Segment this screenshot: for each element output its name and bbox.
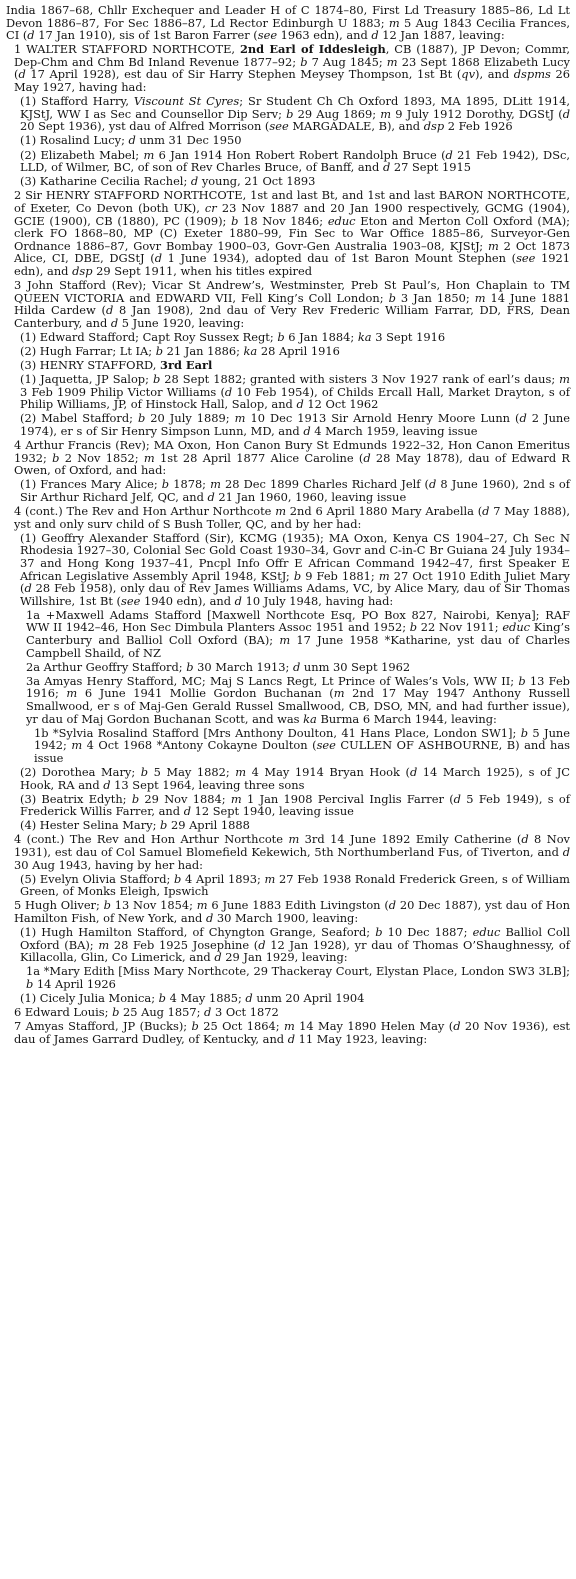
entry-text: (2) Dorothea Mary; (20, 764, 141, 779)
italic-abbrev: dspms (513, 67, 551, 82)
italic-abbrev: b (161, 477, 170, 492)
italic-abbrev: d (110, 315, 119, 330)
italic-abbrev: b (409, 620, 418, 635)
entry-text: 2nd 6 April 1880 Mary Arabella ( (286, 504, 483, 519)
italic-abbrev: b (520, 725, 529, 740)
entry-paragraph (6, 189, 570, 277)
entry-text: 3a Amyas Henry Stafford, MC; Maj S Lancs Regt, Lt Prince of Wales’s Vols, WW II; (26, 673, 519, 688)
entry-text: 22 Nov 1911; (417, 620, 503, 635)
italic-abbrev: ka (357, 329, 372, 344)
italic-abbrev: d (154, 251, 162, 266)
entry-text: 27 Sept 1915 (390, 160, 471, 175)
italic-abbrev: b (286, 106, 294, 121)
italic-abbrev: m (380, 106, 392, 121)
entry-text: 29 April 1888 (167, 818, 250, 833)
entry-text: (1) Rosalind Lucy; (20, 133, 129, 148)
entry-text: 5 Aug 1843 Cecilia Frances, CI ( (6, 15, 570, 43)
italic-abbrev: see (257, 28, 278, 43)
entry-text: 28 Sept 1882; granted with sisters 3 Nov 1927 rank of earl’s daus; (160, 372, 560, 387)
italic-abbrev: d (103, 777, 111, 792)
entry-text: 12 Sept 1940, leaving issue (190, 804, 354, 819)
entry-text: 13 Feb 1916; (26, 673, 570, 701)
entry-text: 11 May 1923, leaving: (295, 1031, 428, 1046)
entry-text: 5 Feb 1949), s of Frederick Willis Farrer, and (20, 791, 570, 819)
entry-paragraph (6, 532, 570, 608)
italic-abbrev: educ (502, 620, 531, 635)
entry-text: 29 Sept 1911, when his titles expired (92, 263, 312, 278)
entry-text: Balliol Coll Oxford (BA); (20, 925, 571, 952)
italic-abbrev: dsp (423, 119, 445, 134)
entry-text: 23 Sept 1868 Elizabeth Lucy ( (14, 54, 570, 82)
entry-text: 12 Jan 1928), yr dau of Thomas O’Shaughnessy, of Killacolla, Glin, Co Limerick, and (20, 937, 571, 965)
italic-abbrev: b (293, 568, 302, 583)
entry-text: 28 Dec 1899 Charles Richard Jelf ( (220, 477, 429, 492)
entry-text: 8 Jan 1908), 2nd dau of Very Rev Frederic William Farrar, DD, FRS, Dean Canterbury, and (14, 303, 570, 330)
italic-abbrev: m (143, 147, 155, 162)
italic-abbrev: cr (204, 200, 217, 215)
entry-text: 4 (cont.) The Rev and Hon Arthur Northcote (14, 832, 289, 847)
italic-abbrev: educ (327, 213, 356, 228)
entry-paragraph (6, 766, 570, 791)
entry-paragraph (6, 675, 570, 725)
entry-text: 10 Dec 1913 Sir Arnold Henry Moore Lunn ( (245, 411, 520, 426)
entry-text: 30 March 1913; (193, 659, 293, 674)
entry-text: 20 Dec 1887), yst dau of Hon Hamilton Fish, of New York, and (14, 898, 571, 925)
entry-text: 3 Feb 1909 Philip Victor Williams ( (20, 384, 225, 399)
entry-text: India 1867–68, Chllr Exchequer and Leader H of C 1874–80, First Ld Treasury 1885–86, Ld Lt Devon 1886–87, For Sec 1886–87, Ld Rector Edinburgh U 1883; (6, 3, 570, 30)
entry-text: (1) Frances Mary Alice; (20, 477, 162, 492)
italic-abbrev: m (143, 450, 155, 465)
italic-abbrev: d (207, 489, 215, 504)
entry-text: 10 Feb 1954), of Childs Ercall Hall, Market Drayton, s of Philip Williams, JP, of Hinstock Hall, Salop, and (20, 384, 570, 412)
entry-paragraph (6, 95, 570, 133)
italic-abbrev: b (140, 764, 149, 779)
italic-abbrev: d (18, 67, 26, 82)
entry-text: 5 June 1920, leaving: (118, 315, 245, 330)
italic-abbrev: dsp (72, 263, 93, 278)
entry-text: unm 20 April 1904 (252, 991, 365, 1006)
italic-abbrev: m (386, 54, 398, 69)
italic-abbrev: d (409, 764, 418, 779)
italic-abbrev: m (234, 411, 246, 426)
entry-text: MARGADALE, B), and (288, 119, 424, 134)
entry-text: King’s Canterbury and Balliol Coll Oxford (BA); (26, 620, 570, 647)
entry-text: 10 July 1948, having had: (241, 593, 394, 608)
entry-text: Burma 6 March 1944, leaving: (316, 711, 497, 726)
bold-title: 3rd Earl (160, 358, 213, 373)
italic-abbrev: d (204, 1005, 212, 1020)
entry-paragraph (6, 478, 570, 503)
italic-abbrev: d (234, 593, 242, 608)
entry-text: 1a *Mary Edith [Miss Mary Northcote, 29 Thackeray Court, Elystan Place, London SW3 3LB]; (26, 964, 570, 979)
italic-abbrev: m (230, 791, 242, 806)
entry-paragraph (6, 359, 570, 372)
italic-abbrev: d (388, 898, 397, 913)
italic-abbrev: b (186, 659, 194, 674)
entry-text: ), and (475, 67, 514, 82)
italic-abbrev: d (128, 133, 136, 148)
entry-text: 29 Jan 1929, leaving: (221, 950, 348, 965)
entry-text: 2 Feb 1926 (444, 119, 513, 134)
italic-abbrev: b (158, 991, 166, 1006)
entry-text: 20 Nov 1936), est dau of James Garrard Dudley, of Kentucky, and (14, 1019, 570, 1046)
entry-text: 8 June 1960), 2nd s of Sir Arthur Richard Jelf, QC, and (20, 477, 570, 504)
bold-title: 2nd Earl of Iddesleigh (239, 42, 386, 57)
italic-abbrev: b (300, 54, 308, 69)
entry-text: 4 (cont.) The Rev and Hon Arthur Northcote (14, 504, 276, 519)
entry-paragraph (6, 992, 570, 1005)
entry-text: 3 Sept 1916 (371, 329, 446, 344)
italic-abbrev: b (231, 213, 239, 228)
italic-abbrev: d (292, 659, 301, 674)
entry-text: 3 Jan 1850; (395, 290, 475, 305)
italic-abbrev: d (183, 804, 191, 819)
entry-text: 2nd 17 May 1947 Anthony Russell Smallwood, er s of Maj-Gen Gerald Russel Smallwood, CB, DSO, MN, and had further issue), yr dau of Maj Gordon Buchanan Scott, and was (26, 686, 570, 726)
italic-abbrev: Viscount St Cyres (133, 94, 240, 109)
italic-abbrev: m (487, 238, 499, 253)
italic-abbrev: d (24, 581, 32, 596)
entry-text: 1963 edn), and (277, 28, 372, 43)
italic-abbrev: d (245, 991, 253, 1006)
entry-text: , CB (1887), JP Devon; Commr, Dep-Chm and Chm Bd Inland Revenue 1877–92; (14, 42, 570, 69)
entry-text: 17 Jan 1910), sis of 1st Baron Farrer ( (34, 28, 258, 43)
entry-text: 17 April 1928), est dau of Sir Harry Stephen Meysey Thompson, 1st Bt ( (25, 67, 462, 82)
italic-abbrev: d (205, 910, 214, 925)
entry-text: (3) Katharine Cecilia Rachel; (20, 174, 191, 189)
entry-text: 6 June 1941 Mollie Gordon Buchanan ( (77, 686, 334, 701)
entry-text: 7 Amyas Stafford, JP (Bucks); (14, 1019, 192, 1034)
italic-abbrev: b (191, 1019, 199, 1034)
entry-paragraph (6, 134, 570, 147)
entry-text: 27 Feb 1938 Ronald Frederick Green, s of William Green, of Monks Eleigh, Ipswich (20, 871, 570, 899)
entry-paragraph (6, 1020, 570, 1045)
italic-abbrev: see (269, 119, 289, 134)
entry-text: 4 May 1914 Bryan Hook ( (246, 764, 410, 779)
italic-abbrev: b (152, 372, 161, 387)
entry-paragraph (6, 873, 570, 898)
entry-text: 1921 edn), and (14, 251, 571, 278)
entry-text: 14 June 1881 Hilda Cardew ( (14, 290, 570, 318)
entry-text: 14 May 1890 Helen May ( (294, 1019, 454, 1034)
entry-text: 9 July 1912 Dorothy, DGStJ ( (391, 106, 563, 121)
italic-abbrev: m (378, 568, 390, 583)
italic-abbrev: m (264, 871, 276, 886)
entry-text: 18 Nov 1846; (238, 213, 328, 228)
entry-text: (1) Stafford Harry, (20, 94, 134, 109)
italic-abbrev: d (190, 174, 199, 189)
entry-text: 3rd 14 June 1892 Emily Catherine ( (299, 832, 522, 847)
entry-paragraph (6, 412, 570, 437)
italic-abbrev: qv (461, 67, 476, 82)
entry-text: 10 Dec 1887; (382, 925, 473, 940)
entry-text: 30 March 1900, leaving: (213, 910, 359, 925)
italic-abbrev: m (333, 686, 345, 701)
entry-text: 12 Jan 1887, leaving: (378, 28, 505, 43)
italic-abbrev: b (131, 791, 140, 806)
italic-abbrev: m (66, 686, 78, 701)
entry-text: 20 July 1889; (145, 411, 235, 426)
italic-abbrev: m (388, 15, 400, 30)
italic-abbrev: b (26, 976, 34, 991)
entry-text: 4 Oct 1968 *Antony Cokayne Doulton ( (82, 738, 317, 753)
italic-abbrev: b (518, 673, 526, 688)
entry-paragraph (6, 331, 570, 344)
entry-text: young, 21 Oct 1893 (198, 174, 316, 189)
entry-text: 21 Jan 1960, 1960, leaving issue (214, 489, 407, 504)
entry-text: 27 Oct 1910 Edith Juliet Mary ( (20, 568, 570, 596)
entry-text: 26 May 1927, having had: (14, 67, 570, 95)
italic-abbrev: d (287, 1031, 296, 1046)
entry-text: 3 John Stafford (Rev); Vicar St Andrew’s, Westminster, Preb St Paul’s, Hon Chaplain to TM QUEEN VICTORIA and EDWARD VII, Fell King’s Coll London; (14, 277, 570, 305)
italic-abbrev: d (105, 303, 114, 318)
italic-abbrev: b (174, 871, 182, 886)
italic-abbrev: b (160, 818, 168, 833)
italic-abbrev: d (445, 147, 453, 162)
italic-abbrev: b (375, 925, 383, 940)
entry-paragraph (6, 4, 570, 42)
entry-text: Eton and Merton Coll Oxford (MA); clerk FO 1868–80, MP (C) Exeter 1880–99, Fin Sec to War Office 1885–86, Surveyor-Gen Ordnance 1886–87, Govr Bombay 1900–03, Govr-Gen Australia 1903–08, KJStJ; (14, 213, 570, 253)
entry-text: 6 Jan 1914 Hon Robert Robert Randolph Bruce ( (154, 147, 446, 162)
entry-paragraph (6, 43, 570, 93)
entry-text: (1) Cicely Julia Monica; (20, 991, 159, 1006)
italic-abbrev: m (210, 477, 221, 492)
entry-paragraph (6, 899, 570, 924)
entry-paragraph (6, 505, 570, 530)
italic-abbrev: d (562, 106, 570, 121)
italic-abbrev: d (363, 450, 371, 465)
entry-text: (2) Mabel Stafford; (20, 411, 138, 426)
entry-paragraph (6, 439, 570, 477)
entry-text: 5 Hugh Oliver; (14, 898, 104, 913)
entry-text: (5) Evelyn Olivia Stafford; (20, 871, 175, 886)
italic-abbrev: m (279, 633, 291, 647)
italic-abbrev: m (98, 937, 110, 952)
entry-text: unm 30 Sept 1962 (300, 659, 411, 674)
italic-abbrev: d (224, 384, 233, 399)
entry-text: 8 Nov 1931), est dau of Col Samuel Blomefield Kekewich, 5th Northumberland Fus, of Tiverton, and (14, 832, 570, 859)
italic-abbrev: b (388, 290, 396, 305)
entry-paragraph (6, 819, 570, 832)
entry-text: 3 Oct 1872 (211, 1005, 279, 1020)
italic-abbrev: m (235, 764, 247, 779)
entry-text: 1a +Maxwell Adams Stafford [Maxwell Northcote Esq, PO Box 827, Nairobi, Kenya]; RAF WW II 1942–46, Hon Sec Dimbula Planters Assoc 1951 and 1952; (26, 607, 570, 635)
italic-abbrev: m (474, 290, 486, 305)
entry-paragraph (6, 727, 570, 765)
italic-abbrev: m (559, 372, 570, 387)
italic-abbrev: m (196, 898, 208, 913)
entry-text: (1) Jaquetta, JP Salop; (20, 372, 153, 387)
italic-abbrev: d (214, 950, 222, 965)
italic-abbrev: d (519, 411, 527, 426)
entry-text: 5 June 1942; (34, 725, 570, 753)
entry-text: 20 Sept 1936), yst dau of Alfred Morrison ( (20, 119, 270, 134)
italic-abbrev: d (296, 397, 304, 412)
italic-abbrev: d (562, 845, 570, 859)
italic-abbrev: b (155, 343, 164, 358)
entry-text: 1940 edn), and (140, 593, 235, 608)
italic-abbrev: m (283, 1019, 295, 1034)
italic-abbrev: d (303, 424, 311, 438)
entry-text: 5 May 1882; (148, 764, 236, 779)
italic-abbrev: m (275, 504, 287, 519)
entry-text: (2) Elizabeth Mabel; (20, 147, 144, 162)
entry-text: CULLEN OF ASHBOURNE, B) and has issue (34, 738, 570, 765)
entry-text: 1st 28 April 1877 Alice Caroline ( (154, 450, 364, 465)
italic-abbrev: b (277, 329, 285, 344)
italic-abbrev: d (382, 160, 391, 175)
italic-abbrev: d (27, 28, 35, 43)
italic-abbrev: b (138, 411, 146, 426)
italic-abbrev: b (103, 898, 111, 913)
entry-text: (1) Geoffry Alexander Stafford (Sir), KCMG (1935); MA Oxon, Kenya CS 1904–27, Ch Sec N Rhodesia 1927–30, Colonial Sec Gold Coast 1930–34, Govr and C-in-C Br Guiana 24 July 1934–37 and Hong Kong 1937–41, Pncpl Info Offr E African Command 1942–47, first Speaker E African Legislative Assembly April 1948, KStJ; (20, 530, 570, 583)
entry-text: 29 Nov 1884; (139, 791, 231, 806)
italic-abbrev: educ (472, 925, 501, 940)
italic-abbrev: m (288, 832, 300, 847)
entry-text: (1) Edward Stafford; Capt Roy Sussex Regt; (20, 329, 278, 344)
entry-text: 14 March 1925), s of JC Hook, RA and (20, 764, 570, 792)
entry-text: 28 Feb 1958), only dau of Rev James Williams Adams, VC, by Alice Mary, dau of Sir Thomas Willshire, 1st Bt ( (20, 581, 570, 608)
entry-text: 2a Arthur Geoffry Stafford; (26, 659, 187, 674)
entry-paragraph (6, 373, 570, 411)
entry-text: 12 Oct 1962 (303, 397, 379, 412)
italic-abbrev: d (429, 477, 437, 492)
entry-paragraph (6, 175, 570, 188)
italic-abbrev: d (371, 28, 379, 43)
entry-paragraph (6, 833, 570, 871)
entry-text: 14 April 1926 (33, 976, 116, 991)
entry-paragraph (6, 661, 570, 674)
entry-text: 4 May 1885; (165, 991, 246, 1006)
entry-text: (3) HENRY STAFFORD, (20, 358, 161, 373)
entry-paragraph (6, 149, 570, 174)
italic-abbrev: d (258, 937, 266, 952)
entry-text: 28 April 1916 (257, 343, 340, 358)
entry-text: 7 May 1888), yst and only surv child of S Bush Toller, QC, and by her had: (14, 504, 570, 531)
italic-abbrev: b (52, 450, 60, 465)
entry-paragraph (6, 609, 570, 659)
italic-abbrev: ka (243, 343, 258, 358)
entry-text: 23 Nov 1887 and 20 Jan 1900 respectively, GCMG (1904), GCIE (1900), CB (1880), PC (1909); (14, 200, 570, 228)
entry-text: 4 April 1893; (181, 871, 265, 886)
italic-abbrev: m (71, 738, 83, 753)
entry-text: 1 Jan 1908 Percival Inglis Farrer ( (241, 791, 454, 806)
italic-abbrev: d (482, 504, 490, 519)
entry-text: 1 June 1934), adopted dau of 1st Baron Mount Stephen ( (161, 251, 517, 266)
entry-text: unm 31 Dec 1950 (135, 133, 242, 148)
entry-text: 2 Sir HENRY STAFFORD NORTHCOTE, 1st and last Bt, and 1st and last BARON NORTHCOTE, of Exeter, Co Devon (both UK), (14, 188, 570, 215)
entry-paragraph (6, 793, 570, 818)
entry-text: 17 June 1958 *Katharine, yst dau of Charles Campbell Shaild, of NZ (26, 633, 570, 660)
entry-text: 4 Arthur Francis (Rev); MA Oxon, Hon Canon Bury St Edmunds 1922–32, Hon Canon Emeritus 1932; (14, 438, 570, 465)
entry-text: (1) Hugh Hamilton Stafford, of Chyngton Grange, Seaford; (20, 925, 376, 940)
entry-text: 21 Jan 1886; (163, 343, 244, 358)
italic-abbrev: see (516, 251, 536, 266)
entry-text: 2 Nov 1852; (59, 450, 144, 465)
entry-paragraph (6, 345, 570, 358)
entry-text: 2 Oct 1873 Alice, CI, DBE, DGStJ ( (14, 238, 570, 266)
italic-abbrev: d (521, 832, 529, 847)
entry-text: 1b *Sylvia Rosalind Stafford [Mrs Anthony Doulton, 41 Hans Place, London SW1]; (34, 725, 521, 740)
entry-paragraph (6, 279, 570, 329)
entry-text: 13 Nov 1854; (110, 898, 197, 913)
entry-text: 28 Feb 1925 Josephine ( (109, 937, 259, 952)
italic-abbrev: ka (303, 711, 317, 726)
italic-abbrev: d (453, 1019, 461, 1034)
entry-text: 21 Feb 1942), DSc, LLD, of Wilmer, BC, of son of Rev Charles Bruce, of Banff, and (20, 147, 570, 175)
entry-text: 29 Aug 1869; (293, 106, 381, 121)
entry-text: 13 Sept 1964, leaving three sons (110, 777, 305, 792)
entry-text: 6 Jan 1884; (284, 329, 358, 344)
entry-text: 7 Aug 1845; (307, 54, 387, 69)
entry-text: (2) Hugh Farrar; Lt IA; (20, 343, 156, 358)
entry-text: 28 May 1878), dau of Edward R Owen, of Oxford, and had: (14, 450, 570, 478)
entry-text: 6 June 1883 Edith Livingston ( (207, 898, 389, 913)
entry-text: 6 Edward Louis; (14, 1005, 113, 1020)
entry-text: 9 Feb 1881; (301, 568, 379, 583)
entry-text: 25 Oct 1864; (198, 1019, 284, 1034)
entry-text: 2 June 1974), er s of Sir Henry Simpson Lunn, MD, and (20, 411, 570, 438)
entry-paragraph (6, 965, 570, 990)
entry-paragraph (6, 1006, 570, 1019)
entry-text: (4) Hester Selina Mary; (20, 818, 161, 833)
italic-abbrev: b (112, 1005, 120, 1020)
entry-text: 1 WALTER STAFFORD NORTHCOTE, (14, 42, 240, 57)
entry-text: 25 Aug 1857; (119, 1005, 205, 1020)
entry-text: ; Sr Student Ch Ch Oxford 1893, MA 1895, DLitt 1914, KJStJ, WW I as Sec and Counsellor Dip Serv; (20, 94, 571, 121)
entry-paragraph (6, 926, 570, 964)
entry-text: 4 March 1959, leaving issue (310, 424, 478, 438)
italic-abbrev: see (316, 738, 336, 753)
entry-text: 1878; (169, 477, 211, 492)
entry-text: (3) Beatrix Edyth; (20, 791, 132, 806)
entry-text: 30 Aug 1943, having by her had: (14, 857, 204, 872)
italic-abbrev: see (121, 593, 141, 608)
italic-abbrev: d (453, 791, 461, 806)
